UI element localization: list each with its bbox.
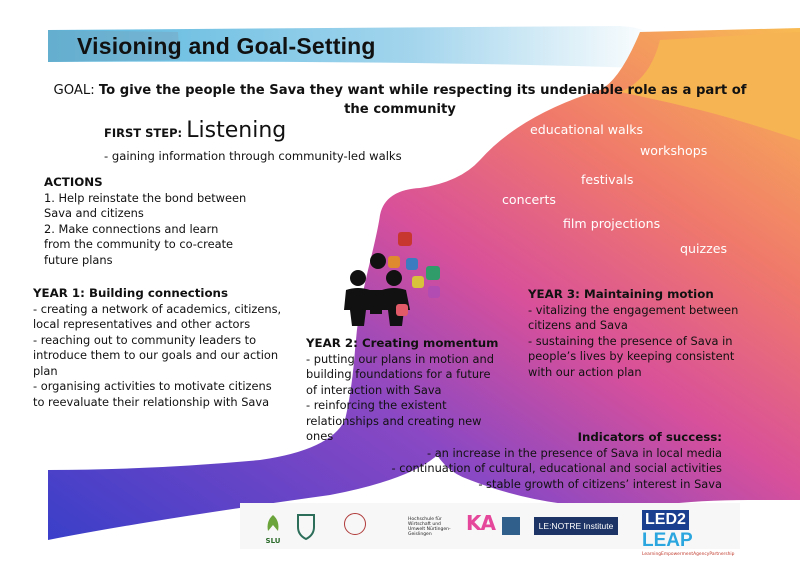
slu-logo	[262, 513, 284, 545]
photo-tile	[396, 304, 408, 316]
indicators-heading: Indicators of success:	[577, 430, 722, 444]
hochschule-logo: Hochschule für Wirtschaft und Umwelt Nürtingen-Geislingen	[408, 517, 451, 537]
year2-line: - reinforcing the existent	[306, 398, 447, 412]
year2-heading: YEAR 2: Creating momentum	[306, 336, 499, 350]
year2-line: ones	[306, 429, 334, 443]
activity-educational-walks: educational walks	[530, 122, 644, 137]
first-step-description: - gaining information through community-led walks	[104, 149, 402, 163]
actions-line: from the community to co-create	[44, 237, 234, 251]
university-crest-logo	[294, 511, 318, 541]
photo-tile	[412, 276, 424, 288]
led2-text: LED2	[642, 510, 689, 530]
first-step-title: Listening	[186, 118, 287, 143]
year1-heading: YEAR 1: Building connections	[33, 286, 228, 300]
year3-line: citizens and Sava	[528, 318, 628, 332]
year1-line: - reaching out to community leaders to	[33, 332, 257, 347]
year2-line: relationships and creating new	[306, 413, 482, 428]
page-title: Visioning and Goal-Setting	[77, 33, 376, 59]
partner-logos	[240, 503, 740, 557]
activity-concerts: concerts	[502, 192, 556, 207]
year1-line: to reevaluate their relationship with Sava	[33, 394, 270, 409]
year1-line: - creating a network of academics, citizens,	[33, 301, 282, 316]
year3-heading: YEAR 3: Maintaining motion	[528, 287, 714, 301]
indicators-line: - an increase in the presence of Sava in local media	[426, 445, 722, 460]
year3-line: - vitalizing the engagement between	[528, 302, 739, 317]
activity-festivals: festivals	[581, 172, 634, 187]
activity-film-projections: film projections	[563, 216, 661, 231]
activity-workshops: workshops	[640, 143, 708, 158]
actions-line: future plans	[44, 252, 113, 267]
year1-line: - organising activities to motivate citizens	[33, 379, 272, 393]
goal-label: GOAL:	[53, 83, 95, 98]
activity-quizzes: quizzes	[680, 241, 728, 256]
actions-heading: ACTIONS	[44, 175, 103, 189]
year3-section	[528, 287, 746, 380]
year2-section	[306, 336, 518, 445]
year1-line: plan	[33, 363, 58, 378]
first-step-label: FIRST STEP:	[104, 126, 183, 140]
photo-tile	[426, 266, 440, 280]
year2-line: - putting our plans in motion and	[306, 351, 494, 366]
indicators-section	[380, 430, 722, 492]
ka-logo: KA	[466, 511, 495, 535]
indicators-line: - continuation of cultural, educational and social activities	[391, 461, 722, 475]
year1-line: local representatives and other actors	[33, 317, 251, 331]
actions-line: 2. Make connections and learn	[44, 221, 219, 236]
year3-line: - sustaining the presence of Sava in	[528, 333, 733, 348]
university-seal-logo	[344, 513, 366, 535]
year3-line: with our action plan	[528, 364, 642, 379]
leap-tagline: LearningEmpowermentAgencyPartnership	[642, 552, 735, 557]
actions-line: 1. Help reinstate the bond between	[44, 190, 247, 205]
goal-statement	[40, 81, 760, 119]
year1-line: introduce them to our goals and our action	[33, 348, 279, 362]
goal-text: To give the people the Sava they want while respecting its undeniable role as a part of the community	[98, 83, 747, 117]
led2leap-logo	[642, 509, 738, 557]
first-step	[104, 118, 286, 143]
leap-text: LEAP	[642, 530, 693, 551]
actions-line: Sava and citizens	[44, 206, 144, 220]
photo-tile	[428, 286, 440, 298]
photo-collage	[382, 228, 452, 328]
year3-line: people’s lives by keeping consistent	[528, 349, 735, 363]
year1-section	[33, 286, 311, 410]
slu-text: SLU	[265, 537, 281, 545]
bird-logo	[502, 517, 520, 535]
actions-section	[44, 175, 294, 268]
indicators-line: - stable growth of citizens’ interest in Sava	[478, 476, 722, 491]
lenotre-logo: LE:NOTRE Institute	[534, 517, 618, 535]
year2-line: building foundations for a future	[306, 367, 491, 381]
photo-tile	[398, 232, 412, 246]
photo-tile	[406, 258, 418, 270]
photo-tile	[388, 256, 400, 268]
year2-line: of interaction with Sava	[306, 382, 442, 397]
